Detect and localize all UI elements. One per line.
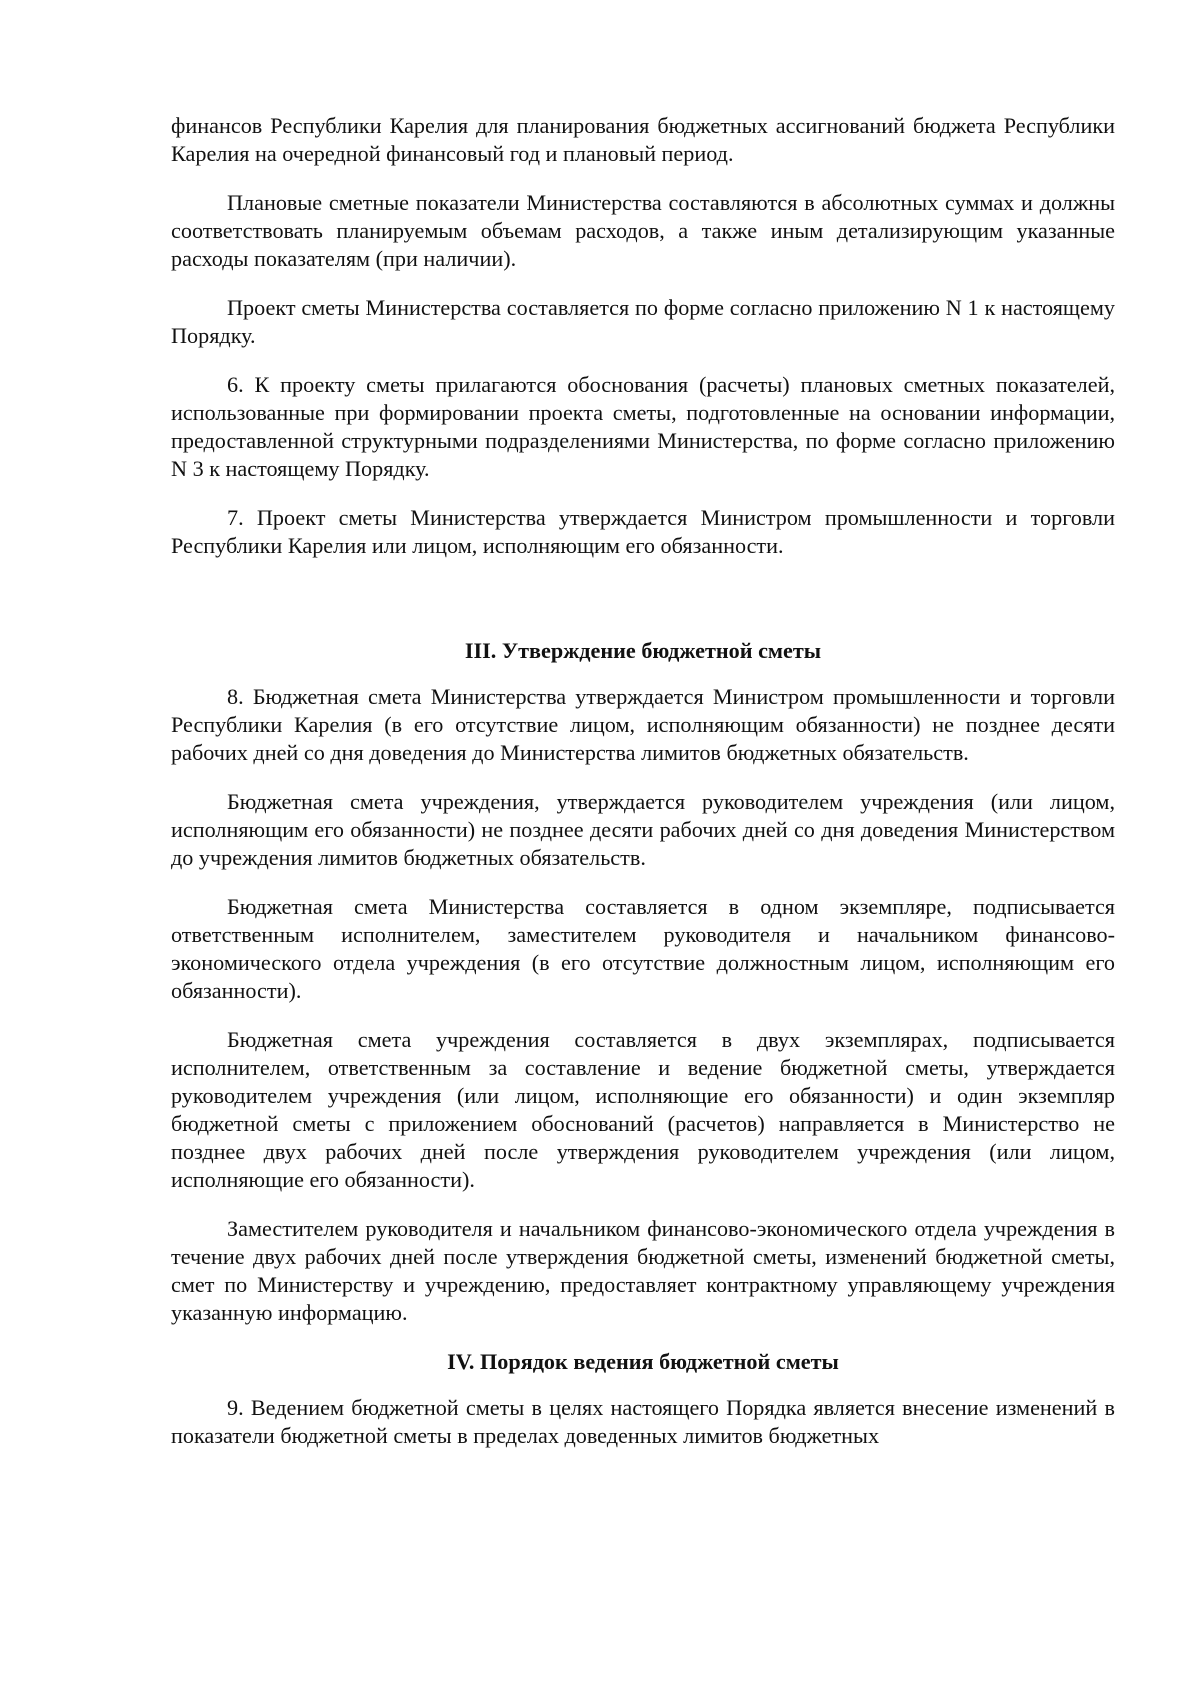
paragraph-item-8: 8. Бюджетная смета Министерства утверждается Министром промышленности и торговли Республики Карелия (в его отсутствие лицом, исполняющим обязанности) не позднее десяти рабочих дней со дня доведения до Министерства лимитов бюджетных обязательств. xyxy=(171,684,1115,765)
paragraph-contract-manager: Заместителем руководителя и начальником финансово-экономического отдела учреждения в течение двух рабочих дней после утверждения бюджетной сметы, изменений бюджетной сметы, смет по Министерству и учреждению, предоставляет контрактному управляющему учреждения указанную информацию. xyxy=(171,1216,1115,1325)
paragraph-continuation: финансов Республики Карелия для планирования бюджетных ассигнований бюджета Республики Карелия на очередной финансовый год и плановый период. xyxy=(171,113,1115,166)
paragraph-item-6: 6. К проекту сметы прилагаются обоснования (расчеты) плановых сметных показателей, использованные при формировании проекта сметы, подготовленные на основании информации, предоставленной структурными подразделениями Министерства, по форме согласно приложению N 3 к настоящему Порядку. xyxy=(171,372,1115,481)
vertical-gap xyxy=(171,1376,1115,1394)
vertical-gap xyxy=(171,560,1115,637)
vertical-gap xyxy=(171,665,1115,683)
paragraph-item-9: 9. Ведением бюджетной сметы в целях настоящего Порядка является внесение изменений в показатели бюджетной сметы в пределах доведенных лимитов бюджетных xyxy=(171,1395,1115,1448)
document-body xyxy=(171,112,1115,1450)
section-4-title: IV. Порядок ведения бюджетной сметы xyxy=(447,1349,839,1374)
paragraph-item-7: 7. Проект сметы Министерства утверждается Министром промышленности и торговли Республики Карелия или лицом, исполняющим его обязанности. xyxy=(171,505,1115,558)
paragraph-institution-estimate: Бюджетная смета учреждения, утверждается руководителем учреждения (или лицом, исполняющим его обязанности) не позднее десяти рабочих дней со дня доведения Министерством до учреждения лимитов бюджетных обязательств. xyxy=(171,789,1115,870)
section-3-title: III. Утверждение бюджетной сметы xyxy=(464,638,822,663)
paragraph-ministry-copy: Бюджетная смета Министерства составляется в одном экземпляре, подписывается ответственным исполнителем, заместителем руководителя и начальником финансово-экономического отдела учреждения (в его отсутствие должностным лицом, исполняющим его обязанности). xyxy=(171,894,1115,1003)
paragraph-draft-form: Проект сметы Министерства составляется по форме согласно приложению N 1 к настоящему Порядку. xyxy=(171,295,1115,348)
paragraph-plan-indicators: Плановые сметные показатели Министерства составляются в абсолютных суммах и должны соответствовать планируемым объемам расходов, а также иным детализирующим указанные расходы показателям (при наличии). xyxy=(171,190,1115,271)
paragraph-institution-copies: Бюджетная смета учреждения составляется в двух экземплярах, подписывается исполнителем, ответственным за составление и ведение бюджетной сметы, утверждается руководителем учреждения (или лицом, исполняющие его обязанности) и один экземпляр бюджетной сметы с приложением обоснований (расчетов) направляется в Министерство не позднее двух рабочих дней после утверждения руководителем учреждения (или лицом, исполняющие его обязанности). xyxy=(171,1027,1115,1192)
